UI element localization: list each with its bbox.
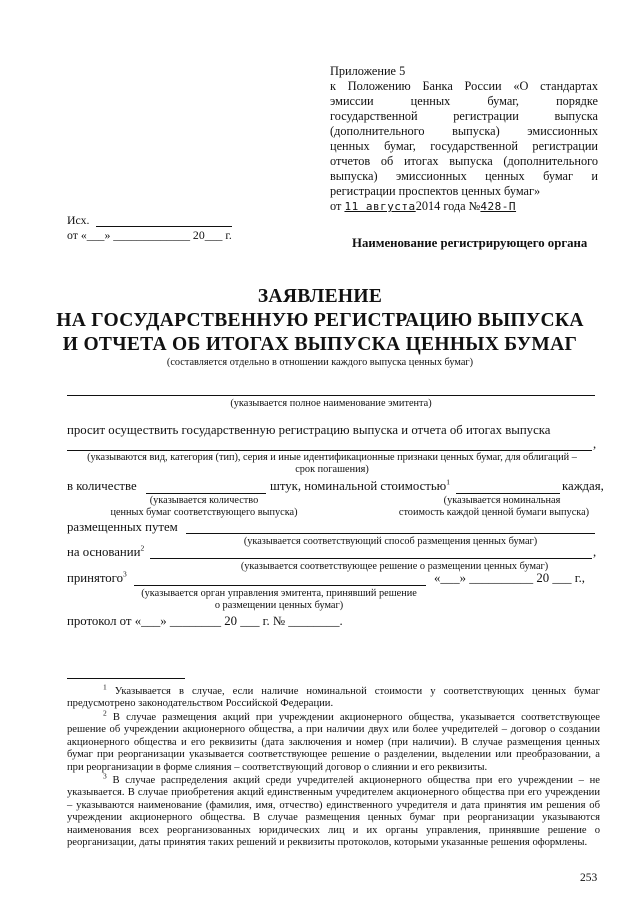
basis-comma: ,: [593, 545, 597, 559]
adopted-label: [67, 571, 127, 586]
annex-line: (дополнительного выпуска) эмиссионных: [330, 124, 598, 138]
annex-line: к Положению Банка России «О стандартах: [330, 79, 598, 93]
footnote-3: [67, 771, 600, 849]
outgoing-ref-label: Исх.: [67, 213, 90, 227]
adopted-date: «___» __________ 20 ___ г.,: [434, 571, 585, 585]
footnote-1: [67, 682, 600, 711]
title-note: (составляется отдельно в отношении каждого выпуска ценных бумаг): [166, 357, 474, 368]
annex-line: отчетов об итогах выпуска (дополнительного: [330, 154, 598, 168]
footnote-2: [67, 708, 600, 774]
nominal-line: [456, 493, 560, 494]
securities-comma: ,: [593, 437, 597, 451]
annex-date-suffix: 2014 года №: [415, 199, 481, 213]
annex-line: эмиссии ценных бумаг, порядке: [330, 94, 598, 108]
securities-caption-2: срок погашения): [295, 464, 369, 475]
annex-line: выпуска) эмиссионных ценных бумаг и: [330, 169, 598, 183]
outgoing-ref-line: [96, 226, 232, 227]
placement-label: размещенных путем: [67, 520, 178, 534]
footnote-text: В случае распределения акций среди учредителей акционерного общества при его учреждении – не указывается. В случае приобретения акций единственным учредителем акционерного общества при его учреждении – указываются наименование (фамилия, имя, отчество) единственного учредителя и дата принятия им решения об учреждении акционерного общества. В случае размещения ценных бумаг при реорганизации указываются наименования всех реорганизованных юридических лиц и их органы управления, принявшие решение о реорганизации, даты принятия таких решений и реквизиты протоколов, которыми указанные решения оформлены.: [67, 775, 600, 849]
securities-line: [67, 450, 592, 451]
request-text: просит осуществить государственную регистрацию выпуска и отчета об итогах выпуска: [67, 423, 551, 437]
placement-caption: (указывается соответствующий способ размещения ценных бумаг): [243, 536, 538, 547]
adopted-line: [134, 585, 426, 586]
footnote-ref-3: 3: [122, 569, 127, 579]
basis-line: [150, 558, 592, 559]
quantity-line: [146, 493, 266, 494]
pieces-label: [270, 479, 450, 494]
placement-line: [186, 533, 595, 534]
basis-caption: (указывается соответствующее решение о размещении ценных бумаг): [240, 561, 549, 572]
annex-date-line: [330, 199, 598, 214]
securities-caption: (указываются вид, категория (тип), серия и иные идентификационные признаки ценных бумаг, для облигаций –: [87, 452, 577, 463]
annex-block: [330, 64, 598, 214]
page-number: 253: [580, 872, 598, 884]
annex-handwritten-date: 11 августа: [344, 200, 416, 213]
footnote-mark: 1: [103, 682, 107, 692]
quantity-label: в количестве: [67, 479, 137, 493]
quantity-caption-2: ценных бумаг соответствующего выпуска): [110, 507, 298, 518]
annex-handwritten-number: 428-П: [480, 200, 517, 213]
footnote-mark: 2: [103, 708, 107, 718]
footnote-text: Указывается в случае, если наличие номинальной стоимости у соответствующих ценных бумаг предусмотрено законодательством Российской Федерации.: [67, 686, 600, 710]
footnote-ref-2: 2: [140, 543, 145, 553]
registering-authority-label: Наименование регистрирующего органа: [352, 236, 588, 250]
nominal-caption: (указывается номинальная: [443, 495, 561, 506]
adopted-caption: (указывается орган управления эмитента, принявший решение: [141, 588, 417, 599]
document-title-line2: НА ГОСУДАРСТВЕННУЮ РЕГИСТРАЦИЮ ВЫПУСКА: [56, 310, 584, 331]
adopted-caption-2: о размещении ценных бумаг): [214, 600, 344, 611]
basis-label-text: на основании: [67, 545, 141, 559]
issuer-name-line: [67, 395, 595, 396]
annex-line: ценных бумаг, государственной регистрации: [330, 139, 598, 153]
annex-date-prefix: от: [330, 199, 342, 213]
annex-line: государственной регистрации выпуска: [330, 109, 598, 123]
footnote-text: В случае размещения акций при учреждении акционерного общества, указывается соответствующее решение об учреждении акционерного общества, а при наличии двух или более учредителей – договор о создании акционерного общества и его реквизиты (дата заключения и номер (при наличии). В случае размещения ценных бумаг при реорганизации указывается соответствующее решение о разделении, выделении или преобразовании, а при реорганизации в форме слияния – соответствующий договор о слиянии и его реквизиты.: [67, 712, 600, 773]
pieces-label-text: штук, номинальной стоимостью: [270, 479, 447, 493]
footnote-ref-1: 1: [446, 477, 450, 487]
nominal-caption-2: стоимость каждой ценной бумаги выпуска): [398, 507, 590, 518]
annex-heading: Приложение 5: [330, 64, 406, 78]
outgoing-date-label: от «___» _____________ 20___ г.: [67, 228, 232, 242]
basis-label: [67, 545, 144, 560]
annex-line: регистрации проспектов ценных бумаг»: [330, 184, 541, 198]
protocol-line: протокол от «___» ________ 20 ___ г. № ________.: [67, 614, 343, 628]
each-label: каждая,: [562, 479, 604, 493]
footnote-mark: 3: [103, 771, 107, 781]
document-title: ЗАЯВЛЕНИЕ: [257, 286, 383, 307]
document-title-line3: И ОТЧЕТА ОБ ИТОГАХ ВЫПУСКА ЦЕННЫХ БУМАГ: [62, 334, 578, 355]
quantity-caption: (указывается количество: [149, 495, 259, 506]
adopted-label-text: принятого: [67, 571, 123, 585]
issuer-caption: (указывается полное наименование эмитента): [230, 398, 432, 409]
footnote-separator: [67, 678, 185, 679]
